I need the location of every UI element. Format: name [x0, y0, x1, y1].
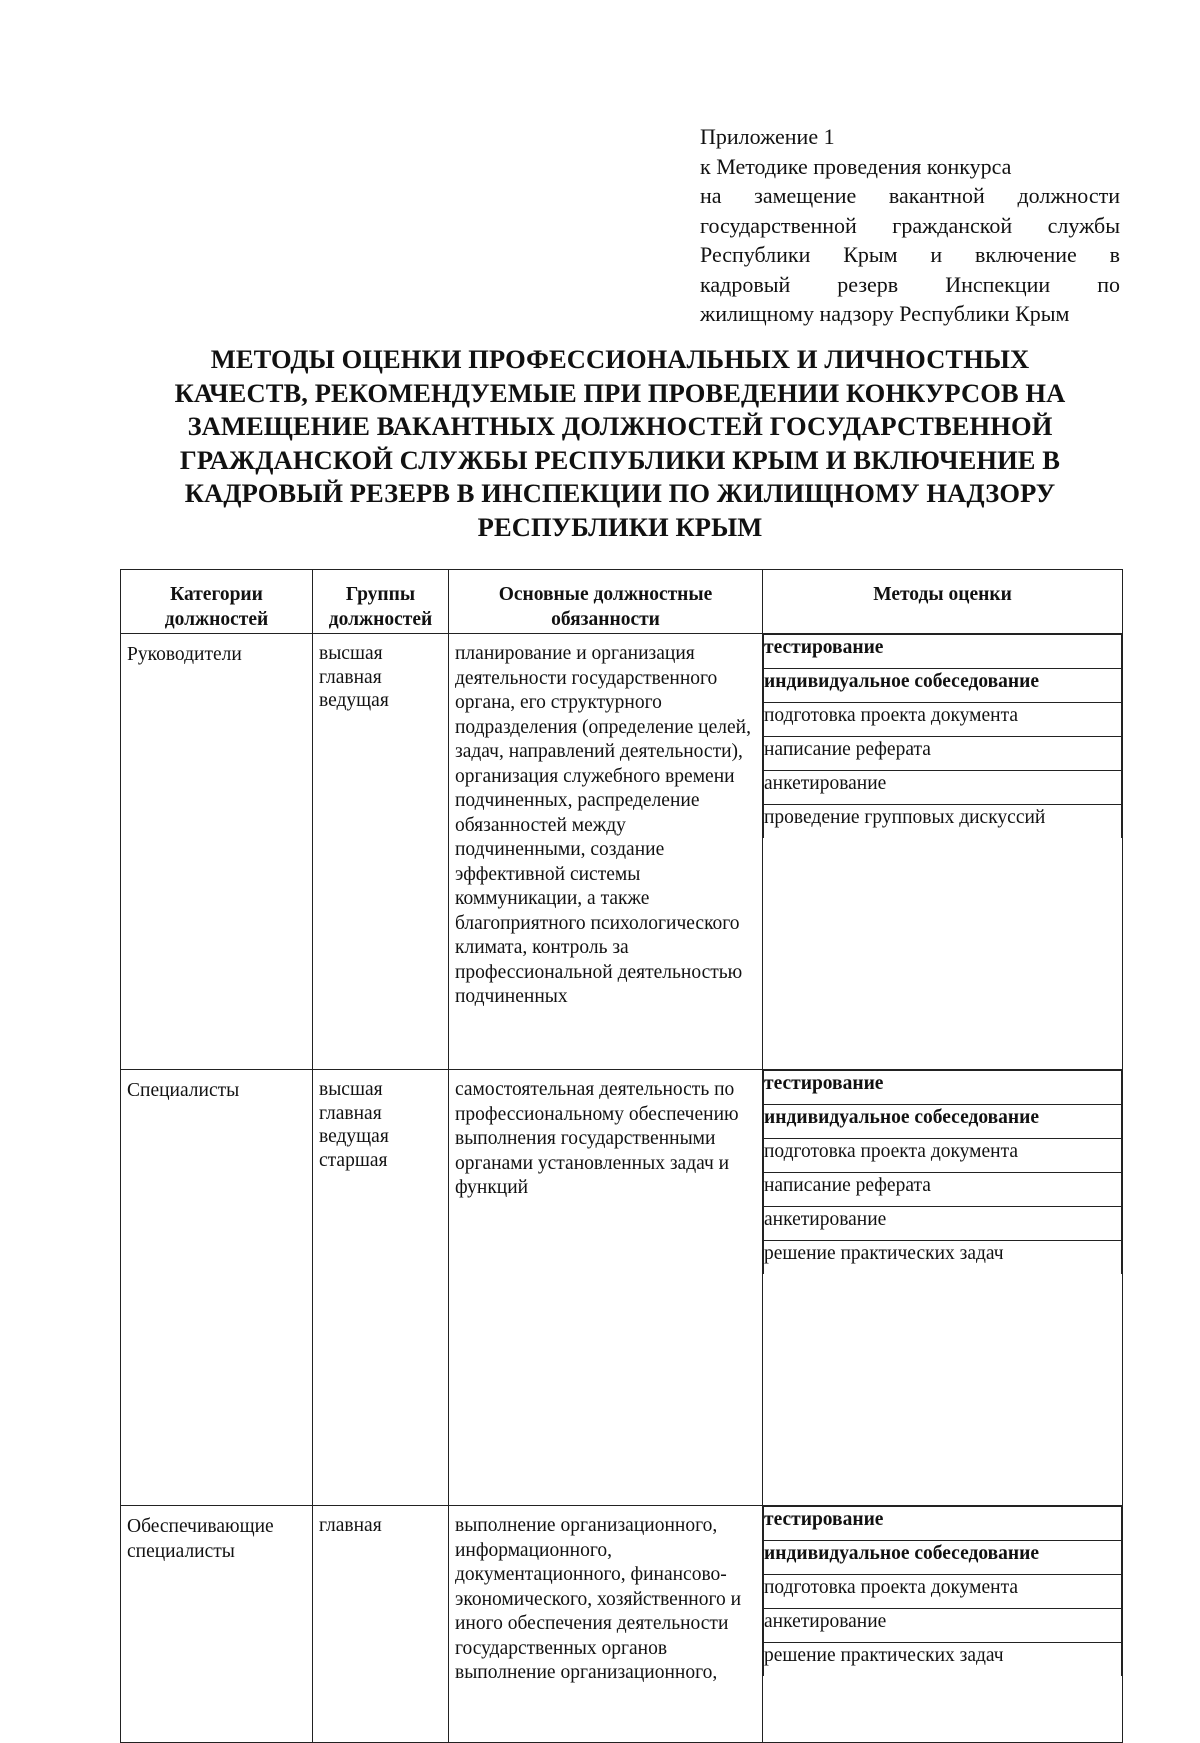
- method-item: проведение групповых дискуссий: [764, 805, 1122, 839]
- appendix-line: жилищному надзору Республики Крым: [700, 301, 1070, 326]
- method-item: анкетирование: [764, 771, 1122, 805]
- duties-cell: [449, 1506, 763, 1743]
- methods-list: [763, 1070, 1122, 1274]
- group-item: ведущая: [319, 1126, 389, 1147]
- groups-cell: [313, 1506, 449, 1743]
- table-header-row: [121, 570, 1123, 634]
- methods-list: [763, 1506, 1122, 1676]
- appendix-line: Республики Крым и включение в: [700, 242, 1120, 267]
- appendix-line: кадровый резерв Инспекции по: [700, 271, 1120, 297]
- header-methods: Методы оценки: [763, 570, 1123, 634]
- method-item: написание реферата: [764, 1173, 1122, 1207]
- method-item: анкетирование: [764, 1609, 1122, 1643]
- appendix-line: государственной гражданской службы: [700, 212, 1120, 238]
- method-item: индивидуальное собеседование: [764, 669, 1122, 703]
- table-row: [121, 634, 1123, 1070]
- methods-cell: [763, 1070, 1123, 1506]
- method-item: индивидуальное собеседование: [764, 1105, 1122, 1139]
- appendix-line: Приложение 1: [700, 124, 835, 149]
- category-cell: [121, 634, 313, 1070]
- document-title: [140, 343, 1100, 544]
- methods-cell: [763, 1506, 1123, 1743]
- assessment-methods-table: [120, 569, 1123, 1743]
- method-item: подготовка проекта документа: [764, 1139, 1122, 1173]
- title-line: ГРАЖДАНСКОЙ СЛУЖБЫ РЕСПУБЛИКИ КРЫМ И ВКЛЮЧЕНИЕ В: [179, 444, 1061, 475]
- groups-cell: [313, 634, 449, 1070]
- groups-cell: [313, 1070, 449, 1506]
- category-text: Руководители: [127, 644, 242, 665]
- title-line: КАДРОВЫЙ РЕЗЕРВ В ИНСПЕКЦИИ ПО ЖИЛИЩНОМУ НАДЗОРУ: [184, 478, 1056, 508]
- duties-cell: [449, 1070, 763, 1506]
- group-item: высшая: [319, 1079, 383, 1100]
- group-item: старшая: [319, 1149, 388, 1171]
- title-line: РЕСПУБЛИКИ КРЫМ: [477, 511, 763, 542]
- methods-cell: [763, 634, 1123, 1070]
- duties-text: планирование и организация деятельности государственного органа, его структурного подразделения (определение целей, задач, направлений деятельности), организация служебного времени подчиненных, распределение обязанностей между подчиненными, создание эффективной системы коммуникации, а также благоприятного психологического климата, контроль за профессиональной деятельностью подчиненных: [455, 643, 751, 1007]
- title-line: ЗАМЕЩЕНИЕ ВАКАНТНЫХ ДОЛЖНОСТЕЙ ГОСУДАРСТВЕННОЙ: [187, 411, 1053, 441]
- method-item: написание реферата: [764, 737, 1122, 771]
- duties-cell: [449, 634, 763, 1070]
- duties-text: самостоятельная деятельность по профессиональному обеспечению выполнения государственными органами установленных задач и функций: [455, 1079, 739, 1198]
- method-item: анкетирование: [764, 1207, 1122, 1241]
- title-line: КАЧЕСТВ, РЕКОМЕНДУЕМЫЕ ПРИ ПРОВЕДЕНИИ КОНКУРСОВ НА: [174, 377, 1066, 408]
- method-item: индивидуальное собеседование: [764, 1541, 1122, 1575]
- table-row: [121, 1070, 1123, 1506]
- method-item: тестирование: [764, 1507, 1122, 1541]
- header-category: Категории должностей: [121, 570, 313, 634]
- method-item: решение практических задач: [764, 1643, 1122, 1677]
- group-item: ведущая: [319, 690, 389, 711]
- methods-list: [763, 634, 1122, 838]
- category-cell: [121, 1506, 313, 1743]
- group-item: главная: [319, 666, 382, 688]
- method-item: подготовка проекта документа: [764, 1575, 1122, 1609]
- category-text: Специалисты: [127, 1080, 240, 1101]
- appendix-line: на замещение вакантной должности: [700, 183, 1120, 208]
- table-row: [121, 1506, 1123, 1743]
- method-item: решение практических задач: [764, 1241, 1122, 1275]
- method-item: тестирование: [764, 1071, 1122, 1105]
- method-item: тестирование: [764, 635, 1122, 669]
- group-item: высшая: [319, 643, 383, 664]
- category-text: Обеспечивающие специалисты: [127, 1516, 274, 1563]
- appendix-header: [700, 122, 1120, 329]
- method-item: подготовка проекта документа: [764, 703, 1122, 737]
- header-duties: Основные должностные обязанности: [449, 570, 763, 634]
- header-groups: Группы должностей: [313, 570, 449, 634]
- appendix-line: к Методике проведения конкурса: [700, 153, 1012, 179]
- title-line: МЕТОДЫ ОЦЕНКИ ПРОФЕССИОНАЛЬНЫХ И ЛИЧНОСТНЫХ: [210, 344, 1030, 374]
- group-item: главная: [319, 1102, 382, 1124]
- group-item: главная: [319, 1515, 382, 1536]
- category-cell: [121, 1070, 313, 1506]
- duties-text: выполнение организационного, информационного, документационного, финансово-экономического, хозяйственного и иного обеспечения деятельности государственных органов выполнение организационного,: [455, 1515, 742, 1683]
